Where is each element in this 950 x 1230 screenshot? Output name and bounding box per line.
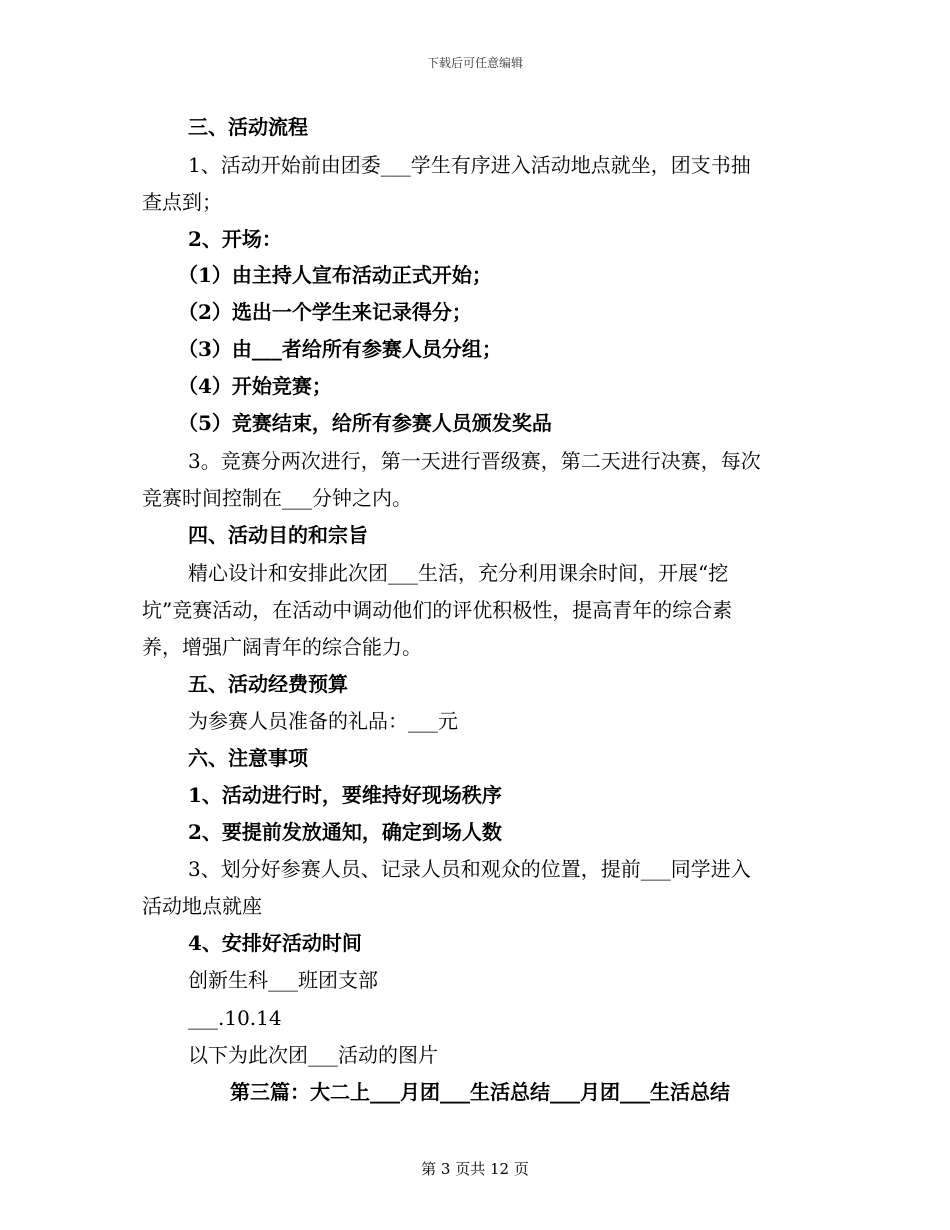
page-footer: 第 3 页共 12 页 xyxy=(421,1160,529,1178)
list-item: 1、活动进行时，要维持好现场秩序 xyxy=(188,783,502,807)
list-item: 4、安排好活动时间 xyxy=(188,931,362,955)
paragraph-line: 坑”竞赛活动，在活动中调动他们的评优积极性，提高青年的综合素 xyxy=(142,598,733,622)
paragraph-line: 竞赛时间控制在___分钟之内。 xyxy=(142,486,412,510)
heading-activity-flow: 三、活动流程 xyxy=(188,115,308,139)
section-title: 第三篇：大二上___月团___生活总结___月团___生活总结 xyxy=(230,1080,730,1104)
heading-notes: 六、注意事项 xyxy=(188,746,308,770)
paragraph-line: 以下为此次团___活动的图片 xyxy=(188,1043,438,1067)
list-item: （4）开始竞赛； xyxy=(178,374,332,398)
paragraph-line: 3。竞赛分两次进行，第一天进行晋级赛，第二天进行决赛，每次 xyxy=(188,449,761,473)
list-item: （5）竞赛结束，给所有参赛人员颁发奖品 xyxy=(178,411,552,435)
signature-line: 创新生科___班团支部 xyxy=(188,968,378,992)
list-item: 2、要提前发放通知，确定到场人数 xyxy=(188,820,502,844)
list-item: （1）由主持人宣布活动正式开始； xyxy=(178,263,492,287)
paragraph-line: 1、活动开始前由团委___学生有序进入活动地点就坐，团支书抽 xyxy=(188,153,751,177)
paragraph-line: 3、划分好参赛人员、记录人员和观众的位置，提前___同学进入 xyxy=(188,857,751,881)
paragraph-line: 查点到； xyxy=(142,190,222,214)
heading-purpose: 四、活动目的和宗旨 xyxy=(188,523,368,547)
heading-budget: 五、活动经费预算 xyxy=(188,672,348,696)
paragraph-line: 养，增强广阔青年的综合能力。 xyxy=(142,635,422,659)
paragraph-line: 活动地点就座 xyxy=(142,894,262,918)
paragraph-line: 为参赛人员准备的礼品：___元 xyxy=(188,709,458,733)
date-line: ___.10.14 xyxy=(188,1006,282,1030)
paragraph-line: 精心设计和安排此次团___生活，充分利用课余时间，开展“挖 xyxy=(188,561,729,585)
heading-opening: 2、开场： xyxy=(188,227,282,251)
list-item: （3）由___者给所有参赛人员分组； xyxy=(178,337,502,361)
page-header: 下载后可任意编辑 xyxy=(426,56,523,70)
list-item: （2）选出一个学生来记录得分； xyxy=(178,300,472,324)
